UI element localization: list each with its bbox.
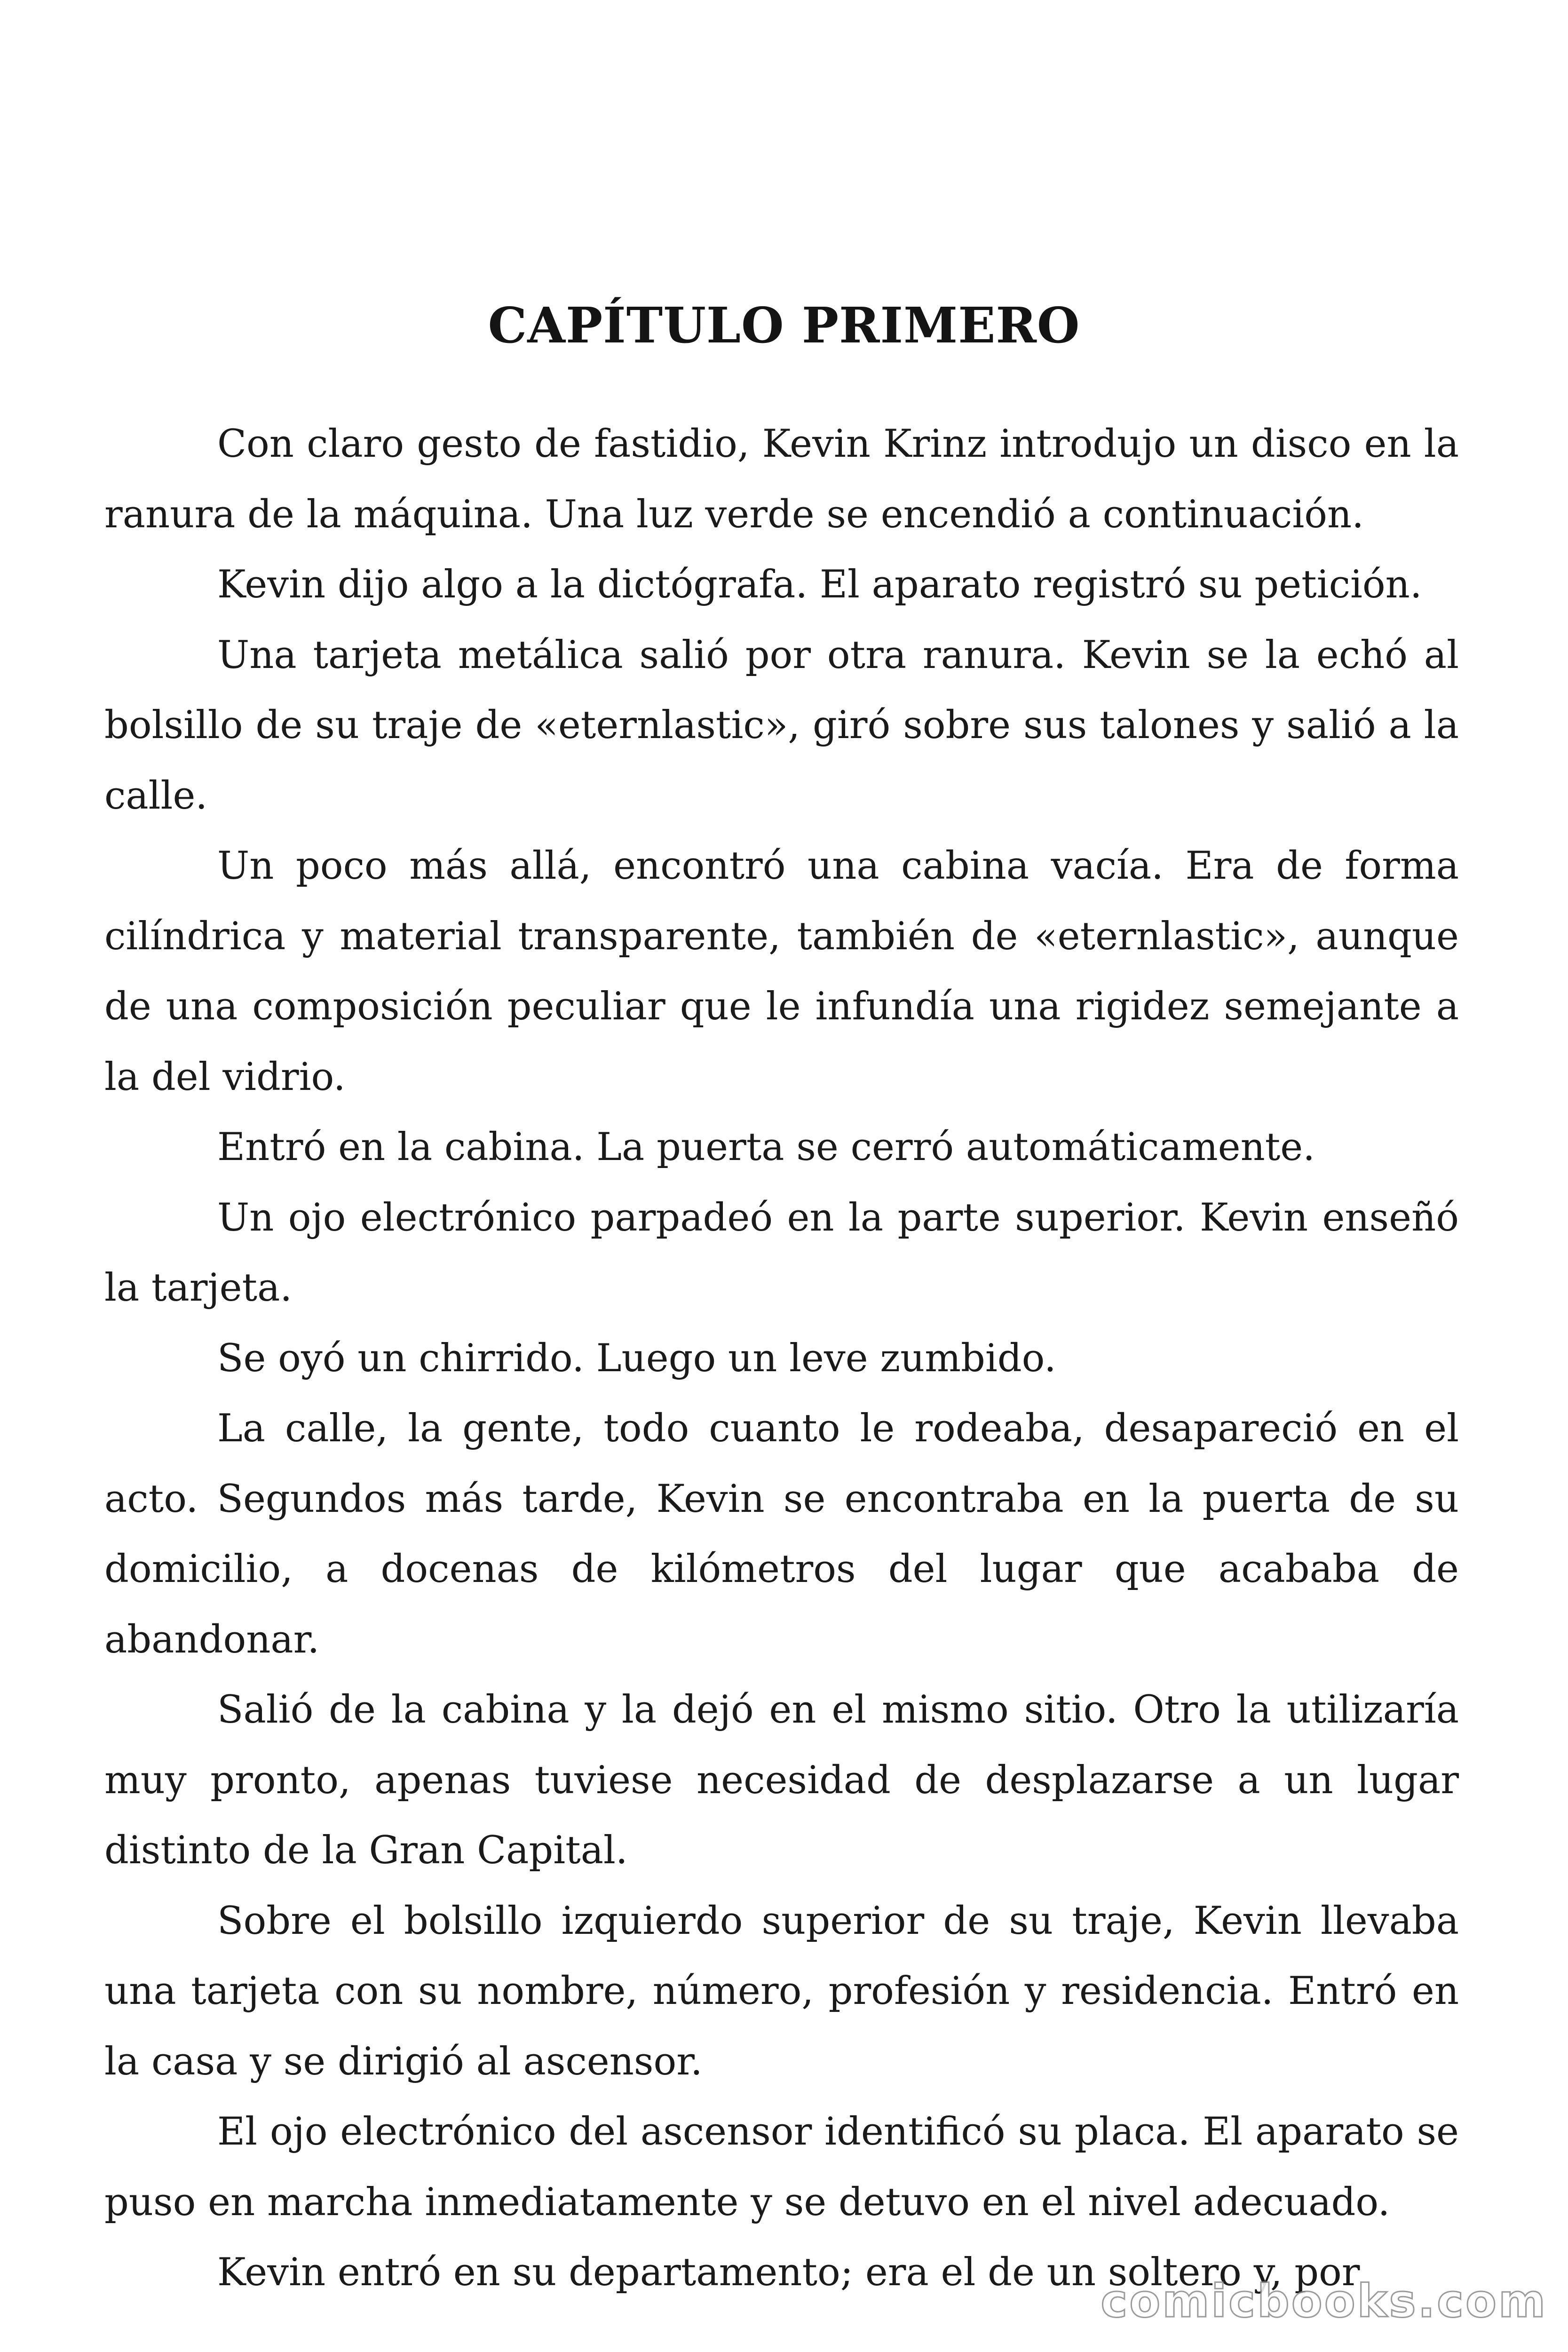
paragraph: Una tarjeta metálica salió por otra ranura. Kevin se la echó al bolsillo de su traje de «eternlastic», giró sobre sus talones y salió a la calle. — [104, 633, 1459, 818]
paragraph: Kevin entró en su departamento; era el de un soltero y, por — [217, 2250, 1360, 2295]
paragraph: Un ojo electrónico parpadeó en la parte superior. Kevin enseñó la tarjeta. — [104, 1195, 1459, 1310]
paragraph: Salió de la cabina y la dejó en el mismo sitio. Otro la utilizaría muy pronto, apenas tuviese necesidad de desplazarse a un lugar distinto de la Gran Capital. — [104, 1688, 1459, 1873]
paragraph: Un poco más allá, encontró una cabina vacía. Era de forma cilíndrica y material transparente, también de «eternlastic», aunque de una composición peculiar que le infundía una rigidez semejante a la del vidrio. — [104, 844, 1459, 1099]
watermark-logo: comicbooks.com — [1101, 2275, 1547, 2328]
paragraph: El ojo electrónico del ascensor identificó su placa. El aparato se puso en marcha inmediatamente y se detuvo en el nivel adecuado. — [104, 2110, 1459, 2225]
paragraph: Entró en la cabina. La puerta se cerró automáticamente. — [217, 1125, 1315, 1169]
paragraph: Kevin dijo algo a la dictógrafa. El aparato registró su petición. — [217, 563, 1422, 607]
paragraph: Sobre el bolsillo izquierdo superior de su traje, Kevin llevaba una tarjeta con su nombre, número, profesión y residencia. Entró en la casa y se dirigió al ascensor. — [104, 1899, 1459, 2084]
chapter-body — [104, 409, 1459, 2308]
paragraph: Se oyó un chirrido. Luego un leve zumbido. — [217, 1336, 1056, 1381]
chapter-title: CAPÍTULO PRIMERO — [488, 296, 1080, 354]
paragraph: La calle, la gente, todo cuanto le rodeaba, desapareció en el acto. Segundos más tarde, Kevin se encontraba en la puerta de su domicilio, a docenas de kilómetros del lugar que acababa de abandonar. — [104, 1406, 1459, 1662]
paragraph: Con claro gesto de fastidio, Kevin Krinz introdujo un disco en la ranura de la máquina. Una luz verde se encendió a continuación. — [104, 422, 1459, 537]
